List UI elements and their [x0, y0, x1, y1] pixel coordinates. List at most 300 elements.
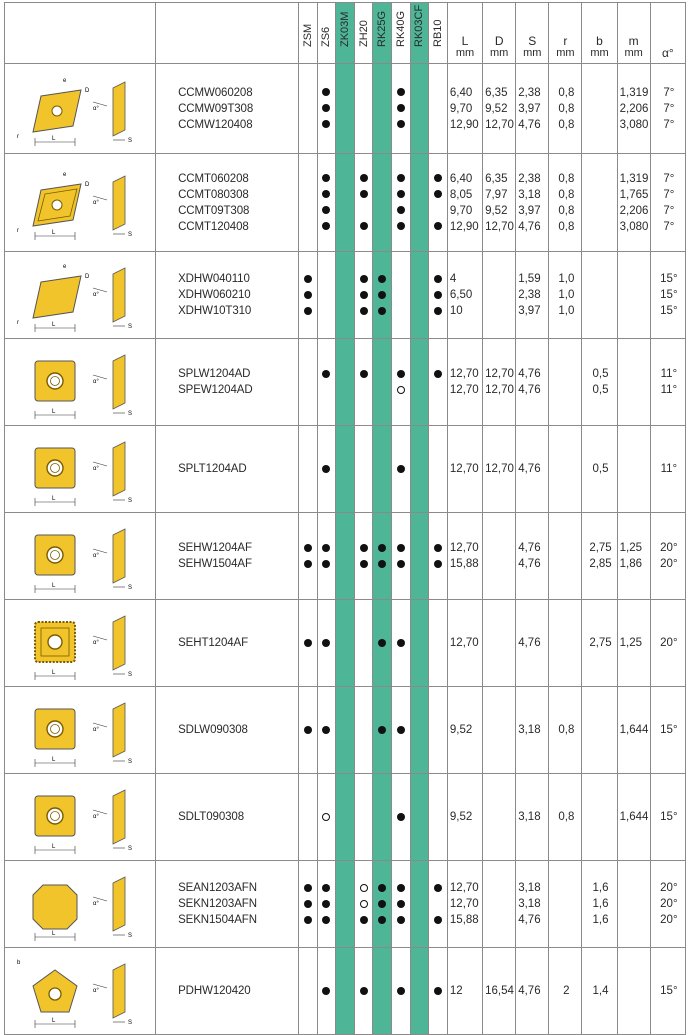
grade-availability-zk03m: [336, 154, 355, 252]
dim-m-cell: [617, 339, 650, 426]
dim-L-cell: [447, 600, 482, 687]
dim-value: 1,0: [558, 273, 575, 285]
dim-value: [584, 203, 616, 219]
dim-value: 4,76: [518, 637, 541, 649]
dim-value: [584, 271, 616, 287]
availability-mark: [411, 271, 429, 287]
availability-mark: [318, 303, 336, 319]
grade-availability-zh20: [354, 948, 373, 1035]
availability-mark: [318, 366, 336, 382]
availability-mark: [299, 461, 317, 477]
availability-mark: [299, 540, 317, 556]
dim-value: 0,5: [592, 368, 609, 380]
grade-availability-zk03m: [336, 252, 355, 339]
dim-value: 2,85: [589, 558, 612, 570]
dim-value: 6,35: [485, 172, 508, 185]
header-code: [156, 3, 299, 64]
available-dot-icon: [360, 307, 368, 315]
availability-mark: [336, 219, 354, 235]
svg-text:α°: α°: [93, 466, 99, 472]
insert-rhombus-drawing: [7, 68, 147, 150]
availability-mark: [411, 203, 429, 219]
dim-value: 6,35: [485, 86, 508, 99]
available-dot-icon: [434, 884, 442, 892]
availability-mark: [392, 219, 410, 235]
grade-availability-zk03m: [336, 339, 355, 426]
availability-mark: [373, 366, 391, 382]
dim-a-cell: [650, 426, 685, 513]
dim-value: 12,90: [449, 118, 479, 131]
available-dot-icon: [397, 987, 405, 995]
availability-mark: [355, 101, 373, 117]
dim-value: 3,18: [518, 811, 541, 823]
availability-mark: [318, 912, 336, 928]
grade-availability-zk03m: [336, 774, 355, 861]
dim-b-cell: [582, 600, 617, 687]
dim-value: 12,90: [449, 220, 479, 233]
availability-mark: [299, 303, 317, 319]
availability-mark: [429, 85, 447, 101]
availability-mark: [336, 880, 354, 896]
insert-group-row: [5, 426, 686, 513]
availability-mark: [299, 912, 317, 928]
dim-value: 7°: [663, 118, 675, 131]
available-dot-icon: [360, 222, 368, 230]
available-dot-icon: [378, 560, 386, 568]
svg-text:S: S: [128, 1020, 133, 1026]
insert-illustration: [5, 426, 156, 513]
available-dot-icon: [322, 174, 330, 182]
dim-value: 1,6: [592, 898, 609, 910]
availability-mark: [318, 382, 336, 398]
availability-mark: [429, 117, 447, 133]
insert-codes-cell: [156, 774, 299, 861]
dim-b-cell: [582, 513, 617, 600]
grade-availability-rk03cf: [410, 774, 429, 861]
dim-value: 3,18: [518, 882, 541, 894]
availability-mark: [355, 271, 373, 287]
availability-mark: [318, 117, 336, 133]
dim-S-cell: [516, 948, 549, 1035]
dim-value: 11°: [660, 384, 678, 396]
grade-availability-rb10: [429, 154, 448, 252]
svg-text:r: r: [17, 227, 19, 234]
dim-value: 7°: [663, 172, 675, 185]
availability-mark: [336, 101, 354, 117]
svg-text:L: L: [52, 1018, 56, 1024]
grade-availability-rk40g: [392, 154, 411, 252]
available-dot-icon: [378, 275, 386, 283]
dim-value: 2,38: [518, 86, 541, 99]
grade-availability-rk40g: [392, 64, 411, 154]
availability-mark: [299, 117, 317, 133]
availability-mark: [392, 556, 410, 572]
available-dot-icon: [360, 987, 368, 995]
insert-group-row: [5, 513, 686, 600]
insert-code: XDHW060210: [178, 289, 251, 301]
insert-group-row: [5, 774, 686, 861]
dim-m-cell: [617, 774, 650, 861]
dim-value: [551, 896, 581, 912]
available-dot-icon: [304, 726, 312, 734]
available-dot-icon: [397, 88, 405, 96]
availability-mark: [411, 187, 429, 203]
dim-value: [584, 809, 616, 825]
availability-mark: [318, 187, 336, 203]
available-dot-icon: [322, 560, 330, 568]
grade-header-zs6: [317, 3, 336, 64]
svg-text:α°: α°: [93, 988, 99, 994]
dim-value: 3,18: [518, 724, 541, 736]
availability-mark: [336, 461, 354, 477]
available-dot-icon: [304, 900, 312, 908]
availability-mark: [299, 85, 317, 101]
availability-mark: [392, 271, 410, 287]
dim-value: [584, 85, 616, 101]
grade-availability-rk25g: [373, 426, 392, 513]
available-dot-icon: [397, 222, 405, 230]
dim-value: 7,97: [485, 188, 508, 201]
insert-code: XDHW10T310: [178, 305, 252, 317]
dim-value: 1,59: [518, 273, 541, 285]
availability-mark: [411, 896, 429, 912]
dim-value: [620, 287, 650, 303]
svg-text:L: L: [52, 583, 56, 589]
grade-availability-zh20: [354, 252, 373, 339]
dim-S-cell: [516, 600, 549, 687]
available-dot-icon: [397, 639, 405, 647]
on-request-ring-icon: [360, 900, 368, 908]
dim-S-cell: [516, 513, 549, 600]
insert-code: SPLT1204AD: [178, 463, 247, 475]
dim-value: 9,70: [449, 204, 473, 217]
grade-availability-rk25g: [373, 774, 392, 861]
dim-value: 12,70: [485, 220, 514, 233]
insert-code: SPLW1204AD: [178, 368, 251, 380]
insert-illustration: [5, 64, 156, 154]
insert-code: SPEW1204AD: [178, 384, 253, 396]
dim-value: 15°: [660, 811, 678, 823]
availability-mark: [392, 287, 410, 303]
dim-value: 1,319: [619, 86, 649, 99]
grade-availability-rb10: [429, 513, 448, 600]
insert-codes-cell: [156, 513, 299, 600]
availability-mark: [355, 896, 373, 912]
available-dot-icon: [360, 174, 368, 182]
dim-value: 0,8: [558, 188, 575, 201]
dim-L-cell: [447, 513, 482, 600]
availability-mark: [355, 461, 373, 477]
dim-value: [620, 983, 650, 999]
grade-availability-zs6: [317, 600, 336, 687]
insert-illustration: [5, 774, 156, 861]
grade-availability-rb10: [429, 64, 448, 154]
svg-text:α°: α°: [93, 727, 99, 733]
insert-illustration: [5, 154, 156, 252]
available-dot-icon: [434, 370, 442, 378]
svg-text:S: S: [128, 759, 133, 765]
availability-mark: [429, 635, 447, 651]
dim-unit: mm: [455, 47, 475, 59]
grade-availability-rk40g: [392, 948, 411, 1035]
available-dot-icon: [397, 104, 405, 112]
dim-value: [551, 912, 581, 928]
dim-value: 1,644: [619, 724, 649, 736]
grade-label: RK25G: [376, 10, 389, 47]
dim-value: 15°: [660, 305, 678, 317]
dim-value: 15°: [660, 985, 678, 997]
available-dot-icon: [360, 370, 368, 378]
grade-availability-rk03cf: [410, 426, 429, 513]
svg-text:L: L: [52, 931, 56, 937]
dim-symbol: L: [461, 34, 469, 48]
dim-value: [551, 540, 581, 556]
insert-codes-cell: [156, 861, 299, 948]
availability-mark: [299, 271, 317, 287]
available-dot-icon: [397, 544, 405, 552]
availability-mark: [429, 287, 447, 303]
dim-D-cell: [483, 252, 516, 339]
grade-availability-zh20: [354, 600, 373, 687]
availability-mark: [373, 809, 391, 825]
dim-value: 1,86: [619, 558, 642, 570]
dim-value: 4,76: [518, 463, 541, 475]
dim-r-cell: [549, 64, 582, 154]
availability-mark: [429, 219, 447, 235]
grade-availability-rk40g: [392, 252, 411, 339]
svg-text:S: S: [128, 231, 133, 238]
dim-m-cell: [617, 513, 650, 600]
grade-header-rk40g: [392, 3, 411, 64]
grade-availability-zs6: [317, 861, 336, 948]
insert-group-row: [5, 687, 686, 774]
grade-header-rk25g: [373, 3, 392, 64]
available-dot-icon: [397, 174, 405, 182]
dim-header: [549, 3, 582, 64]
grade-availability-zh20: [354, 687, 373, 774]
dim-value: 0,5: [592, 384, 609, 396]
svg-text:α°: α°: [93, 105, 99, 112]
available-dot-icon: [360, 916, 368, 924]
availability-mark: [429, 912, 447, 928]
svg-text:α°: α°: [93, 814, 99, 820]
insert-code: CCMW060208: [178, 86, 253, 99]
dim-value: 3,97: [518, 102, 541, 115]
availability-mark: [299, 287, 317, 303]
grade-availability-zh20: [354, 339, 373, 426]
dim-symbol: m: [628, 34, 639, 48]
svg-text:L: L: [52, 135, 56, 142]
availability-mark: [318, 880, 336, 896]
availability-mark: [318, 540, 336, 556]
dim-value: 3,18: [518, 188, 541, 201]
dim-value: 20°: [660, 882, 678, 894]
svg-text:α°: α°: [93, 379, 99, 385]
grade-availability-zsm: [298, 687, 317, 774]
dim-value: 12,70: [485, 463, 514, 475]
svg-text:r: r: [17, 320, 19, 326]
availability-mark: [318, 461, 336, 477]
dim-unit: mm: [590, 47, 609, 59]
available-dot-icon: [397, 900, 405, 908]
grade-availability-rk25g: [373, 600, 392, 687]
availability-mark: [429, 187, 447, 203]
svg-text:S: S: [128, 498, 133, 504]
available-dot-icon: [322, 88, 330, 96]
dim-value: 0,8: [558, 204, 575, 217]
availability-mark: [336, 912, 354, 928]
available-dot-icon: [434, 987, 442, 995]
dim-value: 0,8: [558, 172, 575, 185]
dim-b-cell: [582, 339, 617, 426]
dim-L-cell: [447, 774, 482, 861]
availability-mark: [355, 171, 373, 187]
grade-availability-rk25g: [373, 64, 392, 154]
dim-value: 3,080: [619, 118, 649, 131]
grade-availability-rk03cf: [410, 600, 429, 687]
insert-code: CCMT080308: [178, 188, 249, 201]
dim-L-cell: [447, 64, 482, 154]
grade-availability-rb10: [429, 600, 448, 687]
availability-mark: [318, 809, 336, 825]
dim-D-cell: [483, 513, 516, 600]
dim-value: 20°: [660, 542, 678, 554]
grade-availability-rk25g: [373, 154, 392, 252]
dim-value: 4,76: [518, 542, 541, 554]
availability-mark: [392, 809, 410, 825]
grade-availability-zsm: [298, 861, 317, 948]
dim-S-cell: [516, 687, 549, 774]
grade-availability-zh20: [354, 513, 373, 600]
insert-code: CCMT09T308: [178, 204, 250, 217]
availability-mark: [318, 983, 336, 999]
insert-square-hole-drawing: [7, 515, 147, 597]
header-illustration: [5, 3, 156, 64]
dim-b-cell: [582, 252, 617, 339]
dim-L-cell: [447, 861, 482, 948]
dim-header: [582, 3, 617, 64]
availability-mark: [355, 635, 373, 651]
availability-mark: [411, 303, 429, 319]
dim-m-cell: [617, 861, 650, 948]
dim-value: 9,52: [485, 204, 508, 217]
dim-header: [650, 3, 685, 64]
dim-value: 7°: [663, 86, 675, 99]
dim-value: [620, 880, 650, 896]
available-dot-icon: [378, 307, 386, 315]
available-dot-icon: [434, 560, 442, 568]
availability-mark: [373, 287, 391, 303]
dim-b-cell: [582, 426, 617, 513]
grade-availability-zs6: [317, 513, 336, 600]
dim-value: 11°: [660, 463, 678, 475]
dim-value: 2,38: [518, 172, 541, 185]
dim-S-cell: [516, 339, 549, 426]
available-dot-icon: [322, 900, 330, 908]
grade-availability-zsm: [298, 339, 317, 426]
svg-text:S: S: [128, 411, 133, 417]
dim-symbol: b: [596, 34, 603, 48]
grade-label: ZH20: [357, 20, 370, 47]
insert-code: SDLT090308: [178, 811, 245, 823]
insert-rhombus-hole-drawing: [7, 162, 147, 244]
dim-value: 1,25: [619, 637, 642, 649]
svg-text:L: L: [52, 670, 56, 676]
grade-availability-zs6: [317, 687, 336, 774]
availability-mark: [392, 896, 410, 912]
grade-availability-zh20: [354, 774, 373, 861]
svg-text:r: r: [17, 133, 19, 140]
insert-group-row: [5, 252, 686, 339]
dim-value: 0,8: [558, 86, 575, 99]
availability-mark: [392, 635, 410, 651]
dim-value: 4,76: [518, 558, 541, 570]
grade-availability-rk25g: [373, 687, 392, 774]
availability-mark: [336, 271, 354, 287]
availability-mark: [429, 303, 447, 319]
availability-mark: [336, 117, 354, 133]
dim-value: 15,88: [449, 558, 479, 570]
dim-L-cell: [447, 154, 482, 252]
svg-text:α°: α°: [93, 553, 99, 559]
dim-a-cell: [650, 948, 685, 1035]
availability-mark: [299, 880, 317, 896]
available-dot-icon: [378, 544, 386, 552]
grade-availability-zs6: [317, 154, 336, 252]
dim-a-cell: [650, 600, 685, 687]
svg-text:D: D: [85, 87, 90, 94]
dim-value: 15°: [660, 724, 678, 736]
availability-mark: [355, 85, 373, 101]
availability-mark: [373, 722, 391, 738]
availability-mark: [355, 117, 373, 133]
dim-value: 3,97: [518, 204, 541, 217]
dim-value: [551, 366, 581, 382]
dim-value: 7°: [663, 204, 675, 217]
insert-code: SEHW1204AF: [178, 542, 252, 554]
insert-codes-cell: [156, 687, 299, 774]
dim-value: [620, 366, 650, 382]
availability-mark: [411, 171, 429, 187]
availability-mark: [392, 983, 410, 999]
availability-mark: [318, 722, 336, 738]
svg-text:α°: α°: [93, 199, 99, 206]
dim-value: 15,88: [449, 914, 479, 926]
availability-mark: [411, 556, 429, 572]
dim-value: 3,97: [518, 305, 541, 317]
dim-D-cell: [483, 64, 516, 154]
svg-text:L: L: [52, 229, 56, 236]
svg-text:b: b: [17, 960, 21, 966]
dim-value: 2,75: [589, 542, 612, 554]
availability-mark: [336, 540, 354, 556]
grade-availability-rk25g: [373, 948, 392, 1035]
available-dot-icon: [360, 291, 368, 299]
availability-mark: [429, 880, 447, 896]
dim-symbol: D: [494, 34, 504, 48]
availability-mark: [411, 219, 429, 235]
availability-mark: [373, 983, 391, 999]
dim-header: [483, 3, 516, 64]
insert-square-hole-drawing: [7, 341, 147, 423]
availability-mark: [336, 556, 354, 572]
dim-value: 1,6: [592, 882, 609, 894]
svg-text:D: D: [85, 274, 90, 280]
availability-mark: [355, 809, 373, 825]
svg-text:L: L: [52, 409, 56, 415]
dim-value: 12,70: [485, 368, 514, 380]
dim-symbol: r: [563, 34, 568, 48]
